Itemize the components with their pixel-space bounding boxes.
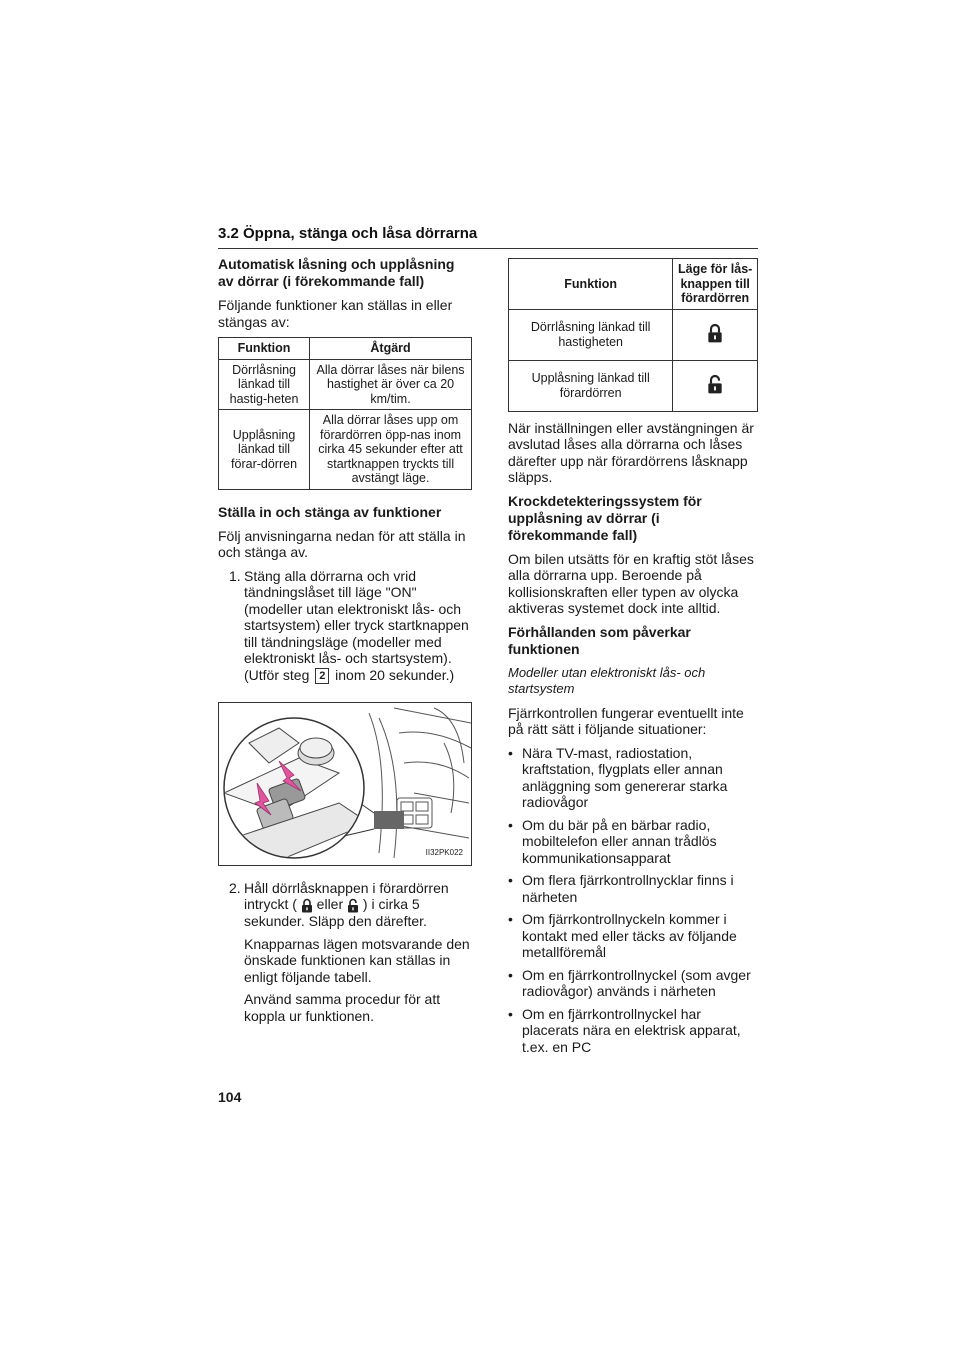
- heading-conditions: Förhållanden som påverkar funktionen: [508, 623, 691, 657]
- table-cell: Upplåsning länkad till förar-dörren: [219, 410, 310, 490]
- heading-crash-detection: Krockdetekteringssystem för upplåsning av dörrar (i förekommande fall): [508, 492, 702, 543]
- completion-text: När inställningen eller avstängningen är avslutad låses alla dörrarna och låses därefter upp när förardörrens låsknapp släpps.: [508, 419, 754, 485]
- left-column: [218, 256, 472, 1036]
- step-number: 1.: [229, 567, 241, 584]
- step-2-paragraph-3: Använd samma procedur för att koppla ur funktionen.: [244, 991, 441, 1024]
- table-header-lock-position: Läge för lås-knappen till förardörren: [673, 259, 758, 310]
- step-2-text-b: ) i cirka 5 sekunder. Släpp den därefter.: [244, 896, 427, 930]
- list-item: • Om en fjärrkontrollnyckel (som avger radiovågor) används i närheten: [508, 966, 751, 999]
- section-header: 3.2 Öppna, stänga och låsa dörrarna: [218, 225, 758, 249]
- table-cell: Dörrlåsning länkad till hastig-heten: [219, 359, 310, 410]
- table-cell: Alla dörrar låses upp om förardörren öpp-nas inom cirka 45 sekunder efter att startknappen tryckts till avstängt läge.: [310, 410, 472, 490]
- model-note: Modeller utan elektroniskt lås- och startsystem: [508, 664, 706, 696]
- step-2-paragraph-2: Knapparnas lägen motsvarande den önskade funktionen kan ställas in enligt följande tabell.: [244, 935, 470, 985]
- lock-open-icon: [707, 374, 723, 394]
- list-item: • Om fjärrkontrollnyckeln kommer i kontakt med eller täcks av följande metallföremål: [508, 911, 737, 960]
- table-row: [509, 360, 758, 411]
- table-header-function: Funktion: [219, 338, 310, 360]
- table-cell: Upplåsning länkad till förardörren: [509, 360, 673, 411]
- step-number: 2.: [229, 879, 241, 896]
- list-item: • Om en fjärrkontrollnyckel har placerats nära en elektrisk apparat, t.ex. en PC: [508, 1005, 741, 1055]
- intro-text: Följande funktioner kan ställas in eller stängas av:: [218, 297, 453, 330]
- table-cell: Dörrlåsning länkad till hastigheten: [509, 309, 673, 360]
- step-1-text-after: inom 20 sekunder.): [335, 666, 455, 683]
- step-2-text-a: Håll dörrlåsknappen i förardörren intryckt (: [244, 879, 449, 913]
- table-row: [219, 410, 472, 490]
- crash-text: Om bilen utsätts för en kraftig stöt låses alla dörrarna upp. Beroende på kollisionskraften eller typen av olycka aktiveras systemet dock inte alltid.: [508, 550, 754, 616]
- lock-position-table: [508, 258, 758, 412]
- step-2: [229, 880, 472, 1030]
- figure-code: II32PK022: [425, 848, 463, 858]
- table-cell-icon: [673, 360, 758, 411]
- instructions-text: Följ anvisningarna nedan för att ställa in och stänga av.: [218, 527, 466, 560]
- step-2-text-mid: eller: [316, 896, 344, 913]
- lock-closed-icon: [301, 898, 313, 913]
- table-cell-icon: [673, 309, 758, 360]
- steps-list: [229, 568, 472, 684]
- step-1-text: Stäng alla dörrarna och vrid tändningslåset till läge "ON" (modeller utan elektroniskt lås- och startsystem) eller tryck startknappen till tändningsläge (modeller med elektroniskt lås- och startsystem). (Utför steg: [244, 567, 469, 683]
- heading-auto-lock: Automatisk låsning och upplåsning av dörrar (i förekommande fall): [218, 256, 455, 289]
- table-header-function: Funktion: [509, 259, 673, 310]
- heading-settings: Ställa in och stänga av funktioner: [218, 503, 442, 520]
- table-header-action: Åtgärd: [310, 338, 472, 360]
- lock-open-icon: [347, 898, 359, 913]
- steps-list-2: [229, 880, 472, 1030]
- step-1: [229, 568, 472, 684]
- page-number: 104: [218, 1089, 242, 1105]
- table-row: [219, 359, 472, 410]
- conditions-intro: Fjärrkontrollen fungerar eventuellt inte på rätt sätt i följande situationer:: [508, 704, 744, 737]
- list-item: • Om du bär på en bärbar radio, mobiltelefon eller annan trådlös kommunikationsapparat: [508, 816, 717, 866]
- function-table: [218, 337, 472, 490]
- conditions-list: [508, 745, 758, 1056]
- step-reference-box: 2: [315, 668, 329, 684]
- table-cell: Alla dörrar låses när bilens hastighet är över ca 20 km/tim.: [310, 359, 472, 410]
- lock-closed-icon: [707, 323, 723, 343]
- right-column: [508, 258, 758, 1061]
- table-row: [509, 309, 758, 360]
- door-lock-switch-illustration: [218, 702, 472, 866]
- list-item: • Om flera fjärrkontrollnycklar finns i närheten: [508, 872, 734, 905]
- list-item: • Nära TV-mast, radiostation, kraftstation, flygplats eller annan anläggning som genererar starka radiovågor: [508, 744, 728, 810]
- illustration-svg: [219, 703, 471, 865]
